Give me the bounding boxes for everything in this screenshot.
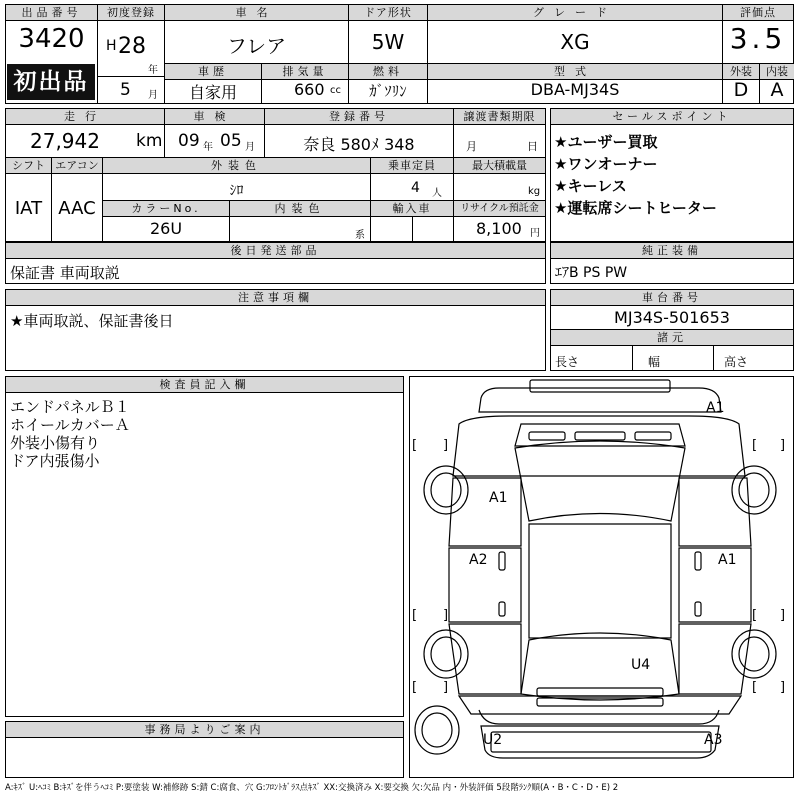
bracket-open: [ (752, 608, 758, 623)
score-header: 評価点 (723, 5, 793, 21)
chassis-number: MJ34S-501653 (614, 308, 730, 327)
inspector-line: ホイールカバーＡ (10, 416, 130, 434)
int-color-unit: 系 (355, 230, 365, 241)
inspection-year: 09 (178, 131, 200, 151)
damage-mark: U4 (631, 657, 651, 673)
first-listing-badge (7, 64, 95, 100)
later-parts-header: 後日発送部品 (6, 243, 545, 259)
inspector-line: エンドパネルＢ１ (10, 398, 130, 416)
damage-mark: A2 (469, 552, 488, 568)
recycle-fee: 8,100 (476, 219, 522, 238)
ac-header: エアコン (52, 158, 102, 174)
bracket-open: [ (412, 680, 418, 695)
damage-mark: U2 (483, 732, 503, 748)
interior-header: 内装 (760, 64, 794, 80)
right-rear-door (679, 548, 751, 622)
displacement-header: 排気量 (262, 64, 348, 80)
import-header: 輸入車 (371, 201, 453, 217)
color-header: 外装色 (103, 158, 370, 174)
length-label: 長さ (555, 355, 580, 369)
sales-points-header: セールスポイント (551, 109, 793, 125)
inspector-header: 検査員記入欄 (6, 377, 403, 393)
equipment-text: ｴｱB PS PW (555, 265, 628, 281)
load-header: 最大積載量 (454, 158, 545, 174)
shift-header: シフト (6, 158, 51, 174)
bracket-close: ] (780, 438, 786, 453)
ac-type: AAC (58, 198, 96, 219)
bracket-close: ] (780, 608, 786, 623)
first-reg-year: 28 (118, 34, 146, 59)
capacity: 4 (411, 180, 420, 196)
lot-no: 3420 (18, 24, 85, 54)
bracket-close: ] (443, 438, 449, 453)
damage-mark: A1 (706, 400, 725, 416)
office-header: 事務局よりご案内 (6, 722, 403, 738)
month-unit: 月 (148, 90, 158, 101)
car-name-header: 車名 (165, 5, 348, 21)
sales-point-item: ★運転席シートヒーター (554, 199, 717, 217)
chassis-header: 車台番号 (551, 290, 793, 306)
sales-point-item: ★ユーザー買取 (554, 133, 658, 151)
transfer-month-unit: 月 (466, 140, 477, 153)
legend-text: A:ｷｽﾞ U:ﾍｺﾐ B:ｷｽﾞを伴うﾍｺﾐ P:要塗装 W:補修跡 S:錆 C:腐食、穴 G:ﾌﾛﾝﾄｶﾞﾗｽ点ｷｽﾞ XX:交換済み X:要交換 欠:欠品 内・外装評価 5段階ﾗﾝｸ順(A・B・C・D・E) 2 (5, 783, 619, 793)
first-reg-header: 初度登録 (98, 5, 164, 21)
mileage-header: 走行 (6, 109, 164, 125)
windshield (515, 441, 685, 521)
displacement: 660 (294, 80, 325, 99)
interior-score: A (770, 79, 784, 101)
windshield-top (515, 424, 685, 446)
inspection-month: 05 (220, 131, 242, 151)
rear-bumper (481, 726, 719, 758)
history-header: 車歴 (165, 64, 261, 80)
color-number: 26U (149, 219, 183, 238)
door-header: ドア形状 (349, 5, 427, 21)
plate-header: 登録番号 (265, 109, 453, 125)
color-no-header: カラーNo. (103, 201, 229, 217)
first-listing-text: 初出品 (13, 69, 89, 95)
plate-number: 奈良 580ﾒ 348 (303, 135, 415, 154)
front-bumper-top (530, 380, 670, 392)
sales-point-item: ★キーレス (554, 177, 627, 195)
bracket-close: ] (443, 680, 449, 695)
sales-point-item: ★ワンオーナー (554, 155, 658, 173)
bracket-open: [ (752, 680, 758, 695)
recycle-header: リサイクル預託金 (454, 201, 545, 217)
bracket-close: ] (443, 608, 449, 623)
inspector-line: 外装小傷有り (10, 434, 101, 452)
damage-mark: A1 (489, 490, 508, 506)
later-parts-text: 保証書 車両取説 (10, 264, 120, 282)
bracket-open: [ (752, 438, 758, 453)
inspection-header: 車検 (165, 109, 264, 125)
recycle-unit: 円 (530, 228, 540, 239)
exterior-color: ｼﾛ (229, 183, 244, 199)
car-diagram (409, 376, 794, 778)
displacement-unit: cc (330, 85, 341, 96)
bracket-close: ] (780, 680, 786, 695)
int-color-header: 内装色 (230, 201, 370, 217)
insp-year-unit: 年 (203, 142, 213, 153)
inspector-line: ドア内張傷小 (10, 452, 100, 470)
mileage: 27,942 (30, 129, 100, 153)
insp-month-unit: 月 (245, 142, 255, 153)
era-letter: H (106, 38, 117, 54)
height-label: 高さ (724, 355, 749, 369)
grade: XG (560, 30, 590, 54)
transfer-header: 譲渡書類期限 (454, 109, 545, 125)
width-label: 幅 (648, 355, 661, 369)
model-code: DBA-MJ34S (530, 80, 620, 99)
door-type: 5W (371, 30, 405, 54)
year-unit: 年 (148, 65, 158, 76)
notes-text: ★車両取説、保証書後日 (10, 312, 174, 330)
dims-header: 諸元 (551, 330, 793, 346)
equipment-header: 純正装備 (551, 243, 793, 259)
score: 3.5 (729, 22, 787, 55)
shift-type: IAT (14, 198, 43, 219)
left-front-door (449, 478, 521, 546)
fuel-header: 燃料 (349, 64, 427, 80)
capacity-header: 乗車定員 (371, 158, 453, 174)
exterior-header: 外装 (723, 64, 759, 80)
rear-window (521, 633, 679, 700)
fuel-type: ｶﾞｿﾘﾝ (369, 82, 407, 100)
rear-gate (459, 696, 741, 714)
exterior-score: D (733, 79, 749, 101)
roof (529, 524, 671, 638)
bracket-open: [ (412, 608, 418, 623)
capacity-unit: 人 (432, 188, 442, 199)
bracket-open: [ (412, 438, 418, 453)
lot-no-header: 出品番号 (6, 5, 97, 21)
right-front-door (679, 478, 751, 546)
load-unit: kg (528, 186, 541, 197)
mileage-unit: km (136, 131, 163, 151)
first-reg-month: 5 (120, 80, 131, 100)
grade-header: グレード (428, 5, 722, 21)
car-name: フレア (226, 34, 287, 58)
transfer-day-unit: 日 (527, 140, 538, 153)
damage-mark: A3 (704, 732, 723, 748)
damage-mark: A1 (718, 552, 737, 568)
model-header: 型式 (428, 64, 722, 80)
notes-header: 注意事項欄 (6, 290, 545, 306)
car-history: 自家用 (188, 83, 237, 102)
